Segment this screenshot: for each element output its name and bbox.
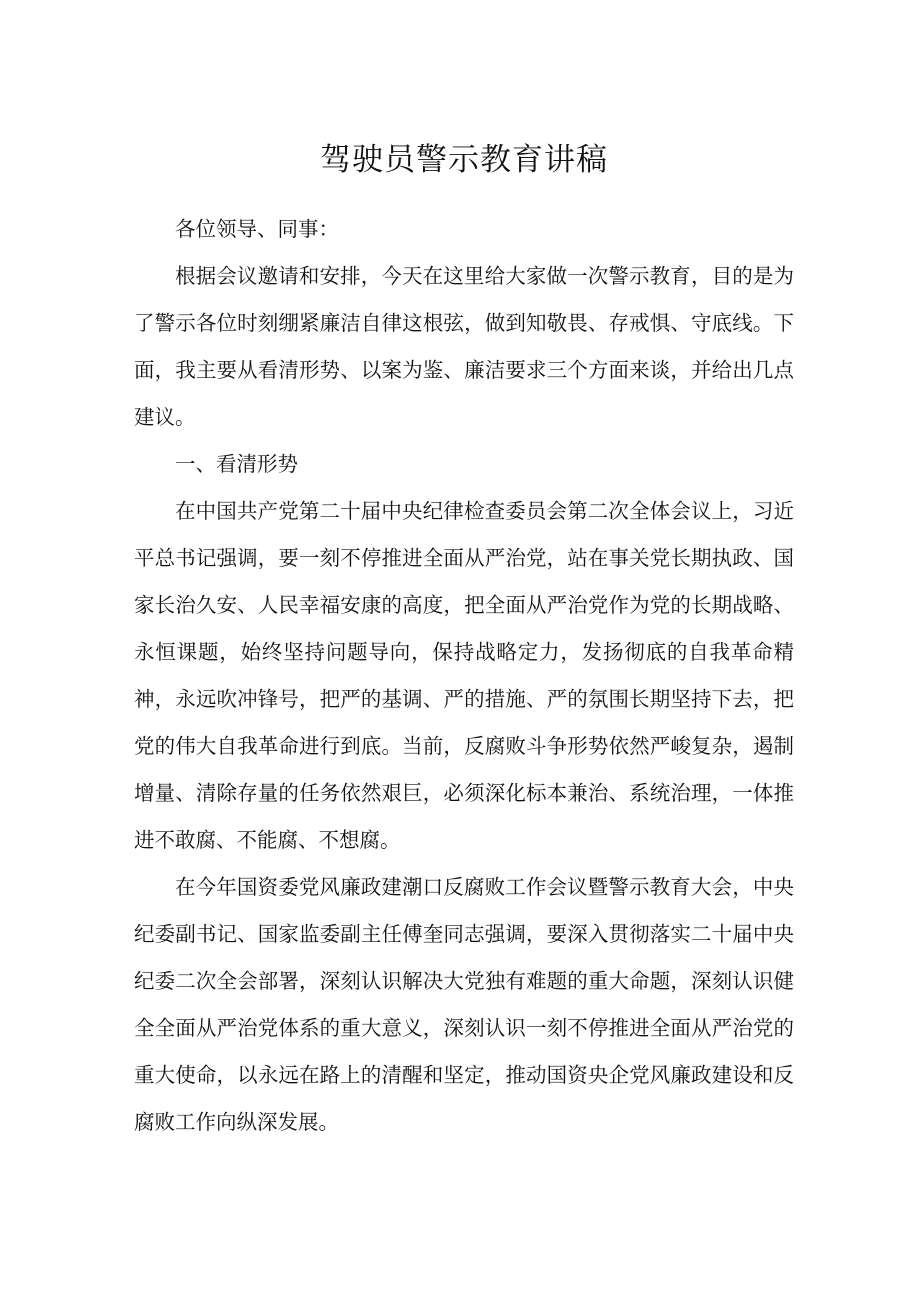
- document-title: 驾驶员警示教育讲稿: [320, 142, 608, 178]
- document-page: [134, 128, 794, 1146]
- salutation: 各位领导、同事：: [175, 217, 339, 241]
- paragraph-intro: 根据会议邀请和安排，今天在这里给大家做一次警示教育，目的是为了警示各位时刻绷紧廉洁自律这根弦，做到知敬畏、存戒惧、守底线。下面，我主要从看清形势、以案为鉴、廉洁要求三个方面来谈，并给出几点建议。: [134, 264, 794, 429]
- section-heading-situation: 一、看清形势: [175, 452, 298, 476]
- paragraph-sasac-conference: 在今年国资委党风廉政建潮口反腐败工作会议暨警示教育大会，中央纪委副书记、国家监委副主任傅奎同志强调，要深入贯彻落实二十届中央纪委二次全会部署，深刻认识解决大党独有难题的重大命题，深刻认识健全全面从严治党体系的重大意义，深刻认识一刻不停推进全面从严治党的重大使命，以永远在路上的清醒和坚定，推动国资央企党风廉政建设和反腐败工作向纵深发展。: [134, 875, 794, 1134]
- paragraph-plenary-session: 在中国共产党第二十届中央纪律检查委员会第二次全体会议上，习近平总书记强调，要一刻不停推进全面从严治党，站在事关党长期执政、国家长治久安、人民幸福安康的高度，把全面从严治党作为党的长期战略、永恒课题，始终坚持问题导向，保持战略定力，发扬彻底的自我革命精神，永远吹冲锋号，把严的基调、严的措施、严的氛围长期坚持下去，把党的伟大自我革命进行到底。当前，反腐败斗争形势依然严峻复杂，遏制增量、清除存量的任务依然艰巨，必须深化标本兼治、系统治理，一体推进不敢腐、不能腐、不想腐。: [134, 499, 794, 852]
